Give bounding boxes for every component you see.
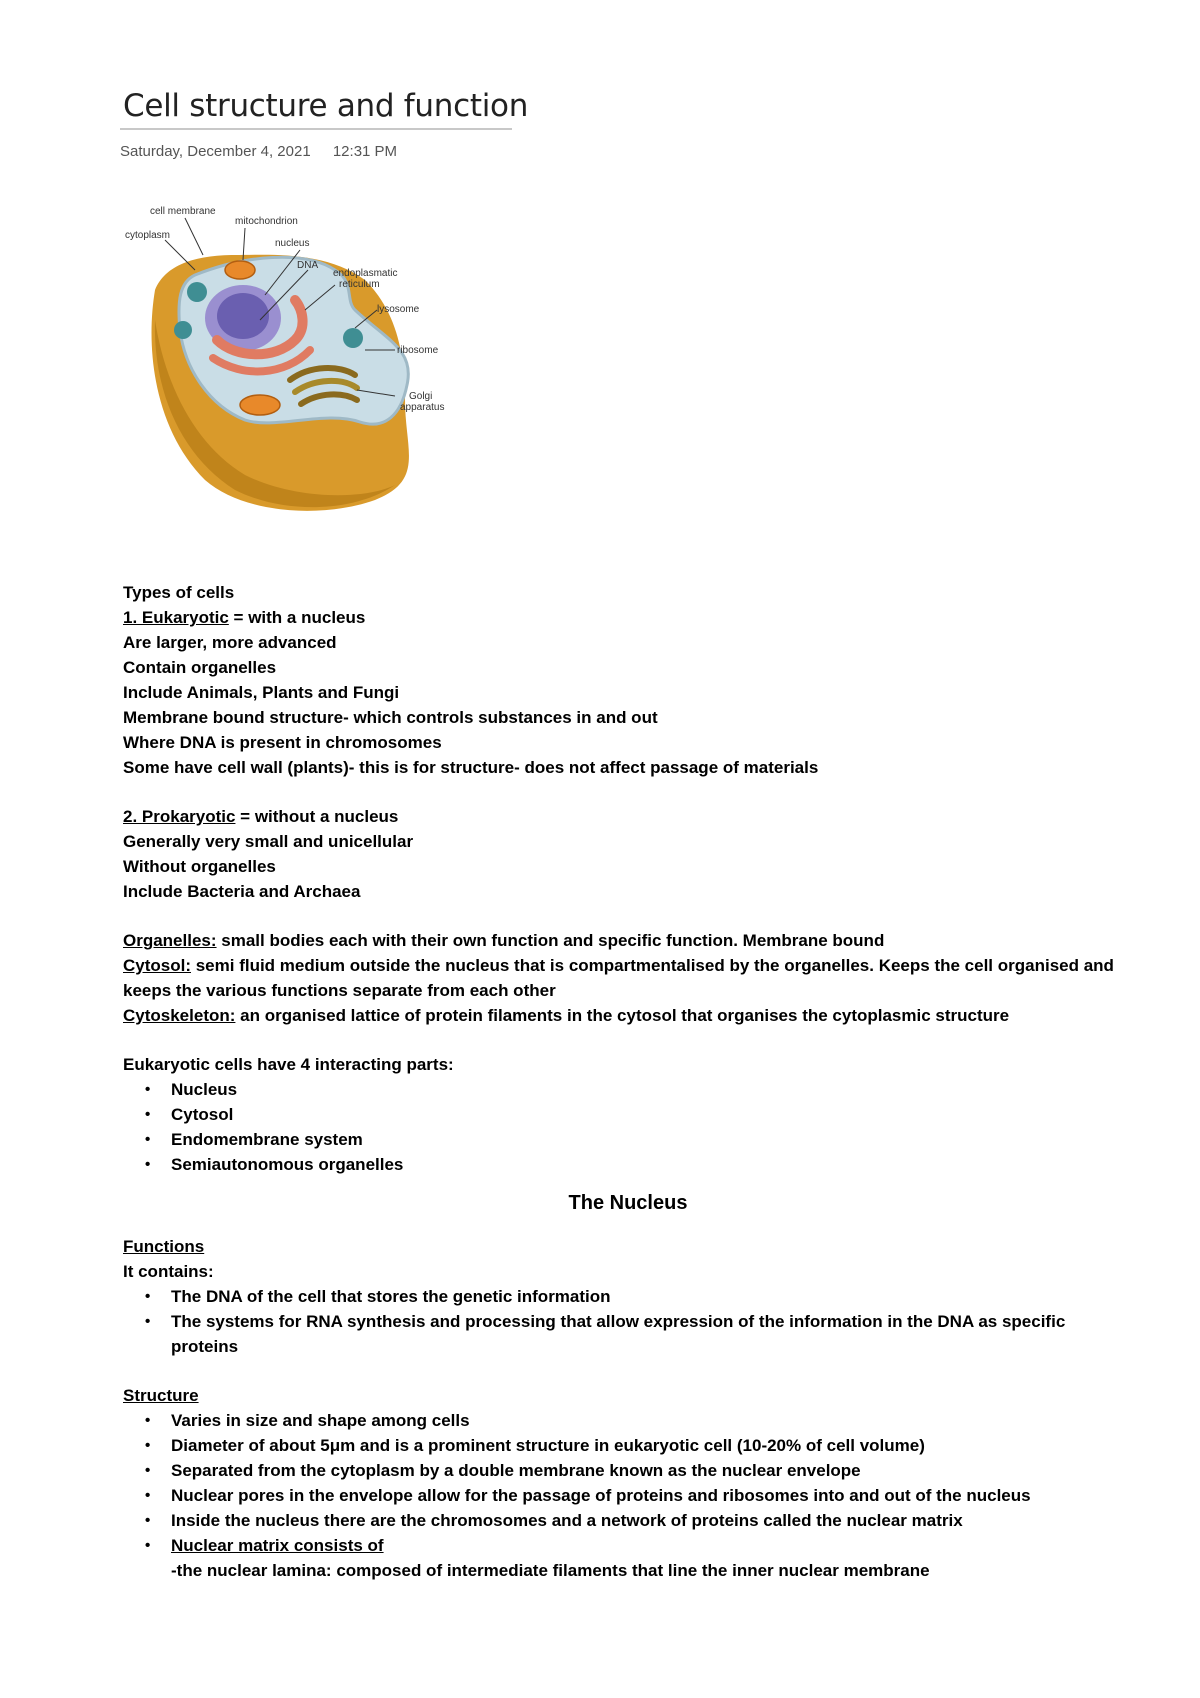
lysosome-shape-3 bbox=[343, 328, 363, 348]
nucleus-shape bbox=[217, 293, 269, 339]
lysosome-shape-2 bbox=[174, 321, 192, 339]
page-title: Cell structure and function bbox=[123, 88, 529, 124]
nuclear-lamina-line: -the nuclear lamina: composed of intermediate filaments that line the inner nuclear membrane bbox=[171, 1561, 930, 1580]
euk-point: Membrane bound structure- which controls substances in and out bbox=[123, 708, 658, 727]
euk-point: Some have cell wall (plants)- this is for structure- does not affect passage of materials bbox=[123, 758, 819, 777]
label-cytoplasm: cytoplasm bbox=[125, 230, 171, 241]
label-er-2: reticulum bbox=[339, 279, 380, 290]
organelles-text: small bodies each with their own function and specific function. Membrane bound bbox=[216, 931, 885, 950]
label-ribosome: ribosome bbox=[397, 345, 439, 356]
cytoskeleton-term: Cytoskeleton: bbox=[123, 1006, 236, 1025]
list-item: • The DNA of the cell that stores the genetic information bbox=[171, 1284, 1133, 1309]
label-cell-membrane: cell membrane bbox=[150, 206, 216, 217]
eukaryotic-line bbox=[123, 605, 1133, 630]
cytosol-term: Cytosol: bbox=[123, 956, 191, 975]
list-item: • Cytosol bbox=[171, 1102, 1133, 1127]
list-item: • The systems for RNA synthesis and processing that allow expression of the information in the DNA as specific proteins bbox=[171, 1309, 1133, 1359]
page-date: Saturday, December 4, 2021 bbox=[120, 143, 311, 160]
list-item: • Diameter of about 5μm and is a prominent structure in eukaryotic cell (10-20% of cell volume) bbox=[171, 1433, 931, 1458]
list-item: • Nuclear matrix consists of bbox=[171, 1533, 1133, 1558]
structure-heading: Structure bbox=[123, 1386, 199, 1405]
label-golgi-1: Golgi bbox=[409, 391, 433, 402]
eukaryotic-definition: = with a nucleus bbox=[228, 608, 366, 627]
euk-point: Contain organelles bbox=[123, 658, 277, 677]
label-mitochondrion: mitochondrion bbox=[235, 216, 298, 227]
functions-list bbox=[123, 1284, 1133, 1359]
euk-point: Include Animals, Plants and Fungi bbox=[123, 683, 400, 702]
pro-point: Include Bacteria and Archaea bbox=[123, 882, 361, 901]
list-item: • Separated from the cytoplasm by a double membrane known as the nuclear envelope bbox=[171, 1458, 1133, 1483]
list-item: • Varies in size and shape among cells bbox=[171, 1408, 1133, 1433]
pro-point: Generally very small and unicellular bbox=[123, 832, 414, 851]
section-title-nucleus: The Nucleus bbox=[568, 1192, 688, 1214]
parts-heading: Eukaryotic cells have 4 interacting parts: bbox=[123, 1055, 454, 1074]
cytoskeleton-definition bbox=[123, 1003, 1133, 1028]
functions-heading: Functions bbox=[123, 1237, 205, 1256]
cytosol-text: semi fluid medium outside the nucleus that is compartmentalised by the organelles. Keeps the cell organised and keeps the various functions separate from each other bbox=[123, 956, 1114, 1000]
list-item: • Endomembrane system bbox=[171, 1127, 1133, 1152]
note-body bbox=[123, 580, 1133, 1583]
contains-line: It contains: bbox=[123, 1262, 214, 1281]
label-er-1: endoplasmatic bbox=[333, 268, 398, 279]
cytosol-definition bbox=[123, 953, 1133, 1003]
lysosome-shape-1 bbox=[187, 282, 207, 302]
page-time: 12:31 PM bbox=[332, 143, 398, 160]
pro-point: Without organelles bbox=[123, 857, 276, 876]
list-item: • Nucleus bbox=[171, 1077, 1133, 1102]
label-golgi-2: apparatus bbox=[400, 402, 445, 413]
prokaryotic-definition: = without a nucleus bbox=[235, 807, 399, 826]
parts-list bbox=[123, 1077, 1133, 1177]
mitochondrion-shape-2 bbox=[240, 395, 280, 415]
list-item: • Semiautonomous organelles bbox=[171, 1152, 1133, 1177]
organelles-term: Organelles: bbox=[123, 931, 217, 950]
types-heading: Types of cells bbox=[123, 583, 235, 602]
cell-diagram bbox=[125, 200, 495, 520]
eukaryotic-label: 1. Eukaryotic bbox=[123, 608, 229, 627]
title-underline bbox=[120, 128, 512, 130]
page-meta bbox=[120, 143, 397, 160]
prokaryotic-line bbox=[123, 804, 1133, 829]
mitochondrion-shape-1 bbox=[225, 261, 255, 279]
organelles-definition bbox=[123, 928, 1133, 953]
label-dna: DNA bbox=[297, 260, 319, 271]
euk-point: Are larger, more advanced bbox=[123, 633, 337, 652]
euk-point: Where DNA is present in chromosomes bbox=[123, 733, 442, 752]
structure-list bbox=[123, 1408, 1133, 1558]
prokaryotic-label: 2. Prokaryotic bbox=[123, 807, 236, 826]
list-item: • Inside the nucleus there are the chromosomes and a network of proteins called the nuclear matrix bbox=[171, 1508, 1133, 1533]
label-nucleus: nucleus bbox=[275, 238, 310, 249]
cytoskeleton-text: an organised lattice of protein filaments in the cytosol that organises the cytoplasmic structure bbox=[235, 1006, 1010, 1025]
list-item: • Nuclear pores in the envelope allow for the passage of proteins and ribosomes into and out of the nucleus bbox=[171, 1483, 1133, 1508]
label-lysosome: lysosome bbox=[377, 304, 420, 315]
